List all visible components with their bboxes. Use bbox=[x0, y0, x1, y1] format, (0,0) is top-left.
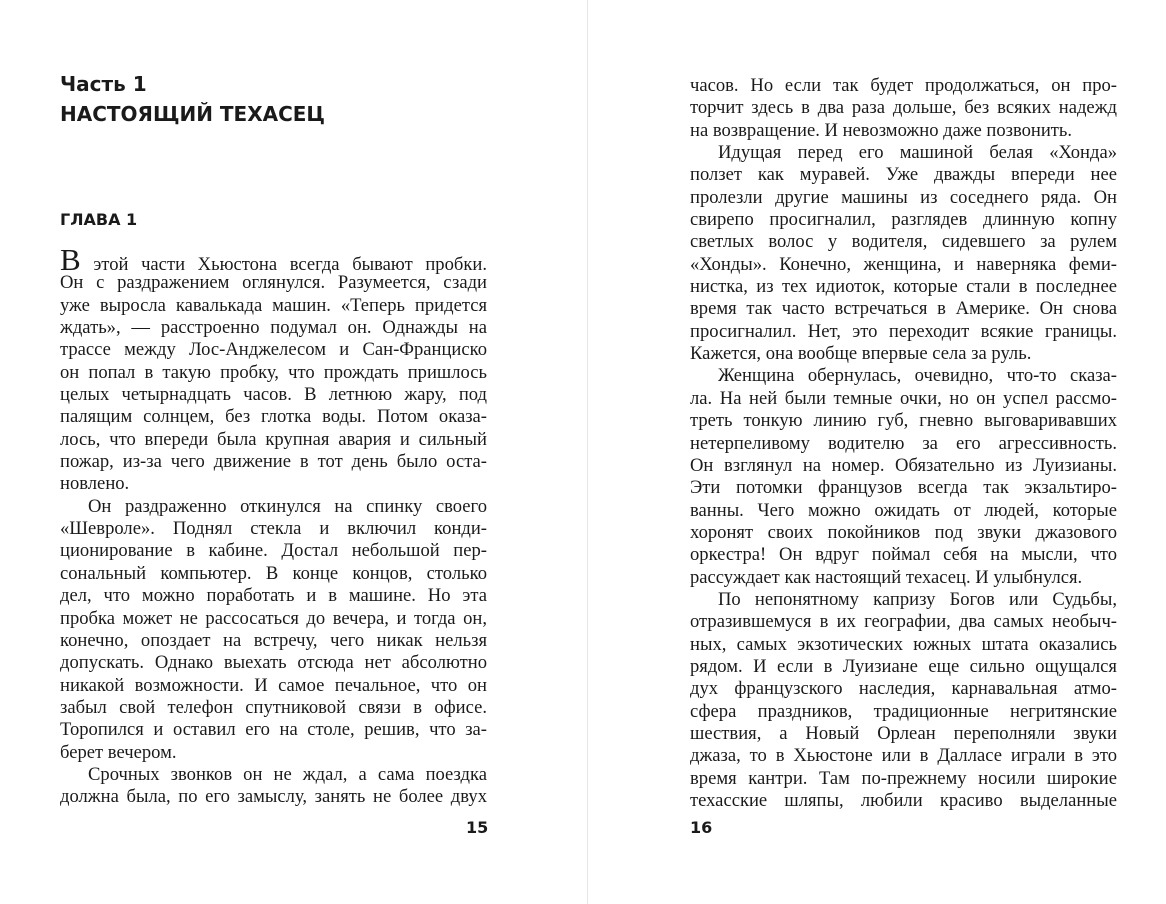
left-page-body bbox=[60, 242, 487, 809]
text-line bbox=[690, 790, 1117, 812]
line-text: ных, самых экзотических южных штата оказались bbox=[690, 633, 1117, 655]
line-text: дел, что можно поработать и в машине. Но эта bbox=[60, 585, 487, 607]
line-text: ползет как муравей. Уже дважды впереди нее bbox=[690, 164, 1117, 186]
text-line bbox=[60, 697, 487, 719]
chapter-heading: ГЛАВА 1 bbox=[60, 210, 138, 229]
line-text: часов. Но если так будет продолжаться, он про- bbox=[690, 75, 1117, 96]
line-text: он попал в такую пробку, что прождать пришлось bbox=[60, 361, 487, 383]
page-gutter-divider bbox=[587, 0, 588, 904]
line-text: Торопился и оставил его на столе, решив, что за- bbox=[60, 719, 487, 741]
line-text: торчит здесь в два раза дольше, без всяких надежд bbox=[690, 97, 1117, 119]
line-text: трассе между Лос-Анджелесом и Сан-Франциско bbox=[60, 339, 487, 361]
line-text: пожар, из-за чего движение в тот день было оста- bbox=[60, 451, 487, 473]
text-line bbox=[690, 567, 1117, 589]
text-line bbox=[60, 406, 487, 428]
text-line bbox=[690, 544, 1117, 566]
line-text: ла. На ней были темные очки, но он успел рассмо- bbox=[690, 387, 1117, 409]
text-line bbox=[60, 339, 487, 361]
text-line bbox=[60, 242, 487, 277]
text-line bbox=[60, 563, 487, 585]
text-line bbox=[690, 522, 1117, 544]
paragraph bbox=[690, 365, 1117, 588]
line-text: светлых волос у водителя, сидевшего за рулем bbox=[690, 231, 1117, 253]
line-text: треть тонкую линию губ, гневно выговаривавших bbox=[690, 410, 1117, 432]
text-line bbox=[690, 187, 1117, 209]
line-text: забыл свой телефон спутниковой связи в офисе. bbox=[60, 696, 487, 718]
line-text: уже выросла кавалькада машин. «Теперь придется bbox=[60, 294, 487, 316]
line-text: Он взглянул на номер. Обязательно из Луизианы. bbox=[690, 454, 1117, 476]
line-text: на возвращение. И невозможно даже позвонить. bbox=[690, 119, 1073, 141]
text-line bbox=[60, 518, 487, 540]
line-text: джаза, то в Хьюстоне или в Далласе играли в это bbox=[690, 745, 1117, 767]
text-line bbox=[60, 473, 487, 495]
line-text: время так часто встречаться в Америке. Он снова bbox=[690, 298, 1117, 320]
line-text: ждать», — расстроенно подумал он. Однажды на bbox=[60, 317, 487, 339]
paragraph bbox=[690, 142, 1117, 365]
text-line bbox=[60, 630, 487, 652]
text-line bbox=[690, 745, 1117, 767]
text-line bbox=[690, 142, 1117, 164]
line-text: новлено. bbox=[60, 473, 130, 495]
text-line bbox=[60, 585, 487, 607]
line-text: нистка, из тех идиоток, которые стали в последнее bbox=[690, 276, 1117, 298]
text-line bbox=[690, 634, 1117, 656]
text-line bbox=[60, 295, 487, 317]
text-line bbox=[60, 384, 487, 406]
drop-cap: В bbox=[60, 242, 81, 277]
text-line bbox=[60, 786, 487, 808]
line-text: рядом. И если в Луизиане еще сильно ощущался bbox=[690, 655, 1117, 677]
text-line bbox=[690, 768, 1117, 790]
line-text: просигналил. Нет, это переходит всякие границы. bbox=[690, 320, 1117, 342]
text-line bbox=[690, 120, 1117, 142]
text-line bbox=[60, 451, 487, 473]
line-text: оркестра! Он вдруг поймал себя на мысли, что bbox=[690, 544, 1117, 566]
text-line bbox=[690, 75, 1117, 97]
text-line bbox=[690, 321, 1117, 343]
line-text: Кажется, она вообще впервые села за руль. bbox=[690, 343, 1032, 365]
line-text: Срочных звонков он не ждал, а сама поездка bbox=[88, 763, 487, 785]
text-line bbox=[690, 164, 1117, 186]
line-text: Женщина обернулась, очевидно, что-то сказа- bbox=[718, 365, 1117, 387]
page-number-right: 16 bbox=[690, 818, 713, 837]
line-text: палящим солнцем, без глотка воды. Потом оказа- bbox=[60, 406, 487, 428]
part-title: НАСТОЯЩИЙ ТЕХАСЕЦ bbox=[60, 102, 325, 126]
text-line bbox=[690, 231, 1117, 253]
text-line bbox=[60, 764, 487, 786]
text-line bbox=[690, 410, 1117, 432]
line-text: ванны. Чего можно ожидать от людей, которые bbox=[690, 499, 1117, 521]
text-line bbox=[60, 540, 487, 562]
text-line bbox=[690, 477, 1117, 499]
line-text: отразившемуся в их географии, два самых необыч- bbox=[690, 611, 1117, 633]
line-text: этой части Хьюстона всегда бывают пробки. bbox=[80, 254, 487, 275]
text-line bbox=[60, 429, 487, 451]
line-text: допускать. Однако выехать отсюда нет абсолютно bbox=[60, 652, 487, 674]
text-line bbox=[60, 719, 487, 741]
line-text: Он с раздражением оглянулся. Разумеется, сзади bbox=[60, 272, 487, 294]
line-text: нетерпеливому водителю за его агрессивность. bbox=[690, 432, 1117, 454]
part-heading: Часть 1 bbox=[60, 72, 147, 96]
paragraph bbox=[60, 764, 487, 809]
line-text: ционирование в кабине. Достал небольшой пер- bbox=[60, 540, 487, 562]
paragraph bbox=[690, 589, 1117, 812]
text-line bbox=[60, 652, 487, 674]
line-text: шествия, а Новый Орлеан переполняли звуки bbox=[690, 722, 1117, 744]
line-text: «Шевроле». Поднял стекла и включил конди- bbox=[60, 518, 487, 540]
text-line bbox=[60, 317, 487, 339]
text-line bbox=[690, 611, 1117, 633]
line-text: лось, что впереди была крупная авария и сильный bbox=[60, 428, 487, 450]
paragraph bbox=[60, 496, 487, 764]
line-text: По непонятному капризу Богов или Судьбы, bbox=[718, 588, 1117, 610]
page-number-left: 15 bbox=[466, 818, 489, 837]
line-text: целых четырнадцать часов. В летнюю жару, под bbox=[60, 384, 487, 406]
line-text: время кантри. Там по-прежнему носили широкие bbox=[690, 767, 1117, 789]
text-line bbox=[690, 678, 1117, 700]
line-text: рассуждает как настоящий техасец. И улыбнулся. bbox=[690, 566, 1083, 588]
line-text: «Хонды». Конечно, женщина, и наверняка феми- bbox=[690, 253, 1117, 275]
text-line bbox=[690, 254, 1117, 276]
line-text: сональный компьютер. В конце концов, столько bbox=[60, 562, 487, 584]
line-text: пролезли другие машины из соседнего ряда. Он bbox=[690, 186, 1117, 208]
text-line bbox=[690, 388, 1117, 410]
text-line bbox=[60, 272, 487, 294]
text-line bbox=[690, 589, 1117, 611]
text-line bbox=[60, 675, 487, 697]
text-line bbox=[690, 500, 1117, 522]
line-text: никакой возможности. И самое печальное, что он bbox=[60, 674, 487, 696]
text-line bbox=[690, 276, 1117, 298]
text-line bbox=[60, 742, 487, 764]
line-text: Он раздраженно откинулся на спинку своего bbox=[88, 495, 487, 517]
text-line bbox=[690, 455, 1117, 477]
line-text: свирепо просигналил, разглядев длинную копну bbox=[690, 209, 1117, 231]
text-line bbox=[690, 298, 1117, 320]
line-text: должна была, по его замыслу, занять не более двух bbox=[60, 786, 487, 808]
text-line bbox=[690, 656, 1117, 678]
text-line bbox=[690, 365, 1117, 387]
line-text: Эти потомки французов всегда так экзальтиро- bbox=[690, 477, 1117, 499]
text-line bbox=[690, 433, 1117, 455]
text-line bbox=[690, 343, 1117, 365]
text-line bbox=[690, 701, 1117, 723]
line-text: конечно, опоздает на встречу, чего никак нельзя bbox=[60, 629, 487, 651]
paragraph bbox=[60, 242, 487, 496]
text-line bbox=[60, 608, 487, 630]
right-page-body bbox=[690, 75, 1117, 812]
text-line bbox=[690, 97, 1117, 119]
paragraph bbox=[690, 75, 1117, 142]
line-text: пробка может не рассосаться до вечера, и тогда он, bbox=[60, 607, 487, 629]
line-text: сфера праздников, традиционные негритянские bbox=[690, 700, 1117, 722]
line-text: дух французского наследия, карнавальная атмо- bbox=[690, 678, 1117, 700]
line-text: берет вечером. bbox=[60, 741, 177, 763]
line-text: Идущая перед его машиной белая «Хонда» bbox=[718, 142, 1117, 164]
text-line bbox=[690, 723, 1117, 745]
text-line bbox=[690, 209, 1117, 231]
line-text: хоронят своих покойников под звуки джазового bbox=[690, 521, 1117, 543]
text-line bbox=[60, 496, 487, 518]
line-text: техасские шляпы, любили красиво выделанные bbox=[690, 790, 1117, 811]
text-line bbox=[60, 362, 487, 384]
